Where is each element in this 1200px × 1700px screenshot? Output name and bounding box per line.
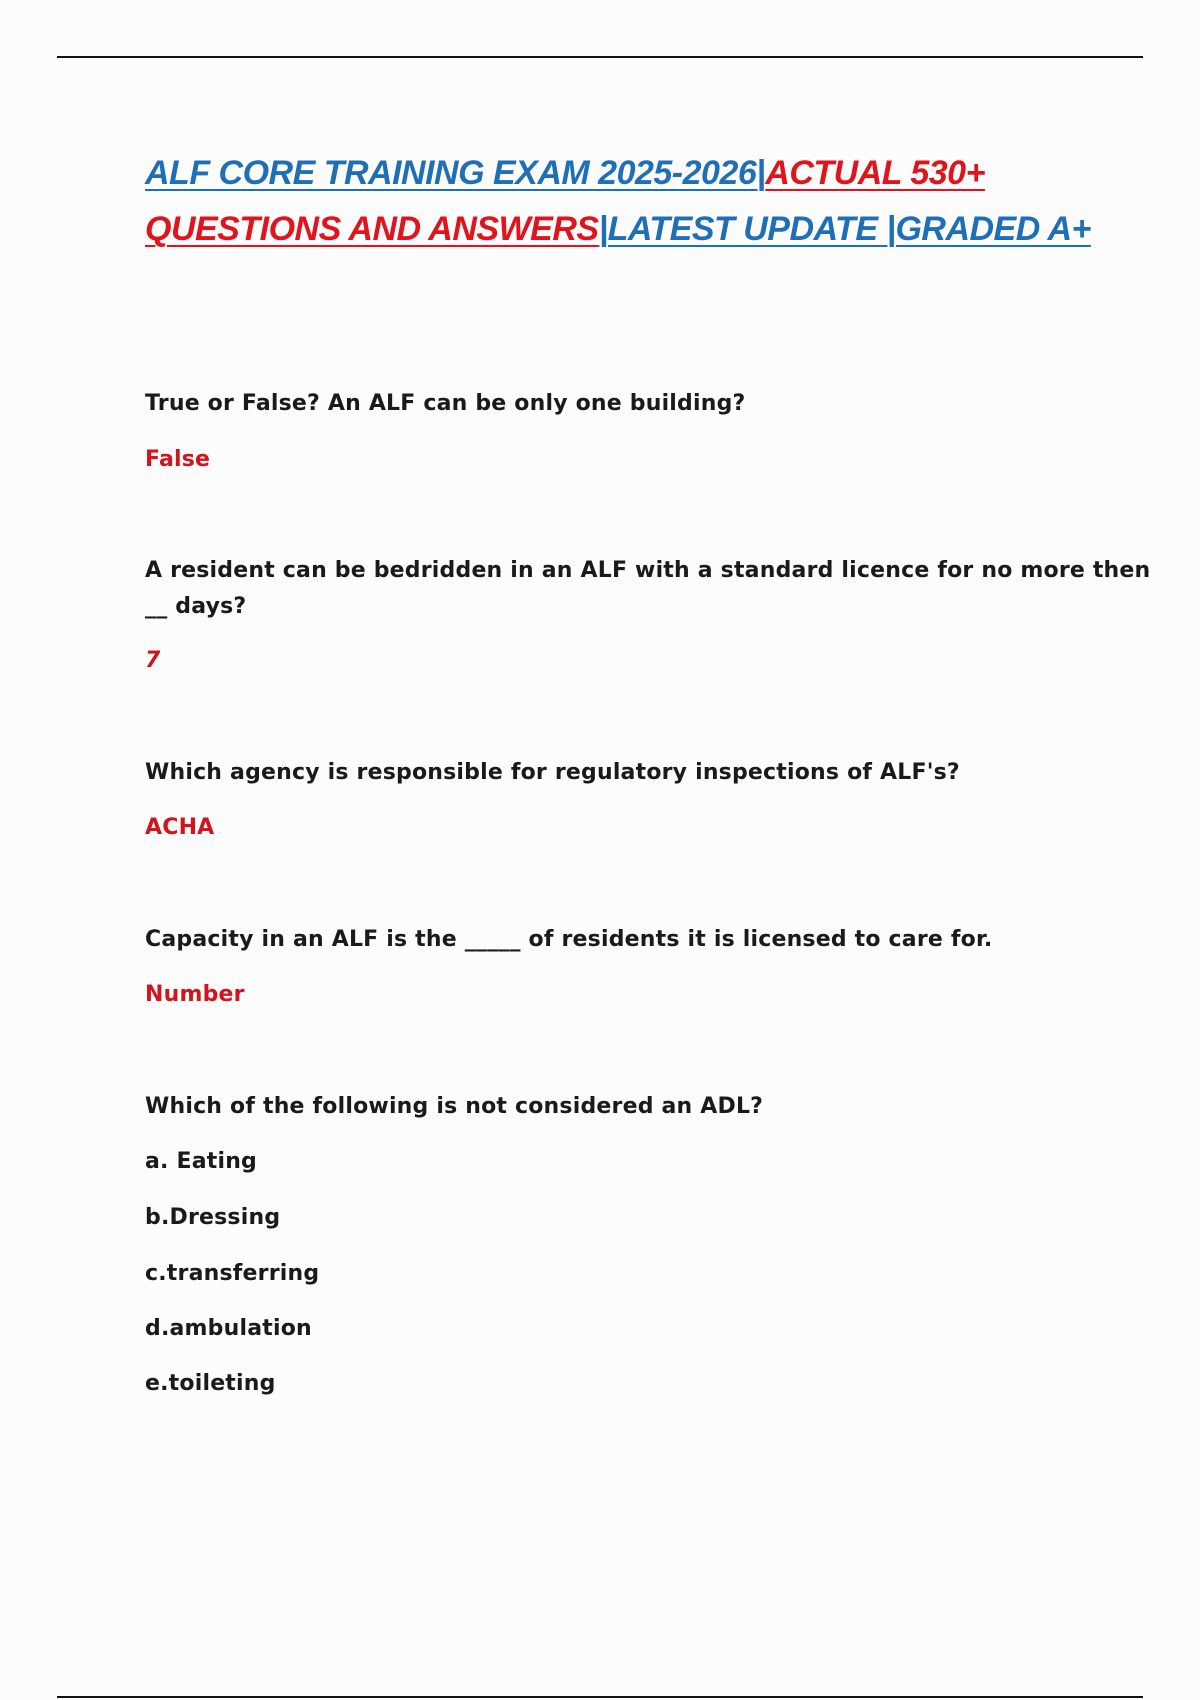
question-2: A resident can be bedridden in an ALF with a standard licence for no more then (145, 558, 1151, 583)
option-d: d.ambulation (145, 1316, 312, 1341)
option-a: a. Eating (145, 1149, 258, 1174)
title-part-1: ALF CORE TRAINING EXAM 2025-2026| (145, 154, 766, 192)
answer-2: 7 (145, 648, 161, 673)
answer-4: Number (145, 982, 245, 1007)
title-part-2: ACTUAL 530+ QUESTIONS AND ANSWERS (145, 154, 985, 248)
question-1: True or False? An ALF can be only one building? (145, 391, 746, 416)
document-title (145, 145, 1095, 257)
answer-1: False (145, 447, 211, 472)
question-4: Capacity in an ALF is the _____ of residents it is licensed to care for. (145, 927, 993, 952)
option-c: c.transferring (145, 1261, 320, 1286)
answer-3: ACHA (145, 815, 215, 840)
option-e: e.toileting (145, 1371, 276, 1396)
title-part-3: |LATEST UPDATE |GRADED A+ (598, 210, 1091, 248)
question-3: Which agency is responsible for regulatory inspections of ALF's? (145, 760, 960, 785)
option-b: b.Dressing (145, 1205, 281, 1230)
top-rule (57, 56, 1143, 58)
bottom-rule (57, 1696, 1143, 1698)
question-5: Which of the following is not considered an ADL? (145, 1094, 764, 1119)
question-2-cont: __ days? (145, 594, 247, 619)
